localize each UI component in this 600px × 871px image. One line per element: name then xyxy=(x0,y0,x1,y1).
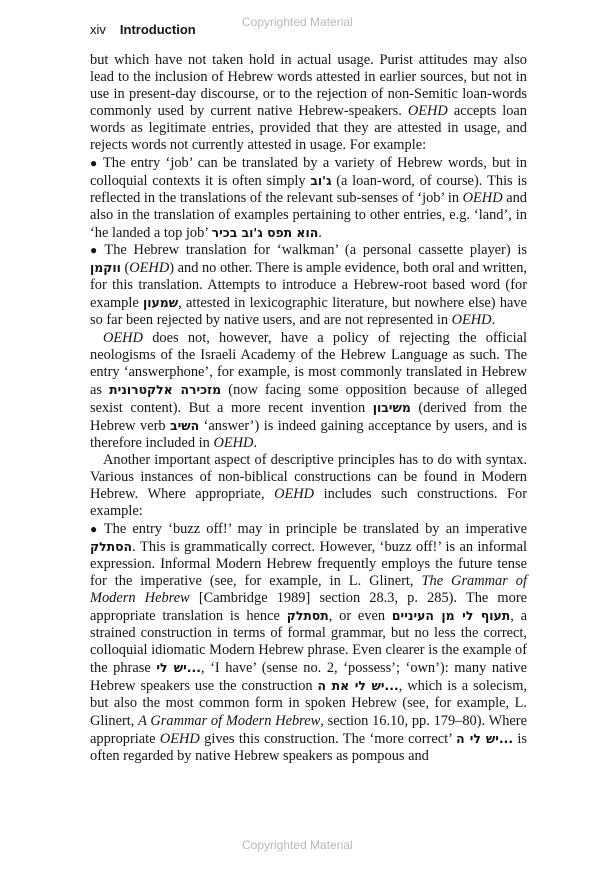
hebrew-term: משיבון xyxy=(372,399,411,415)
dictionary-abbrev: OEHD xyxy=(407,103,448,120)
text-run: ) and no other. There is ample evidence, both oral and written, for this translation. Attempts to introduce a Hebrew-root based word (for example xyxy=(90,260,528,312)
hebrew-term: הסתלק xyxy=(90,538,133,554)
text-run: The entry ‘job’ can be translated by a variety of Hebrew words, but in colloquial contexts it is often simply xyxy=(90,154,527,189)
hebrew-term: שמעון xyxy=(143,295,179,311)
text-run: , attested in lexicographic literature, but nowhere else) have so far been rejected by native users, and are not represented in xyxy=(90,295,527,329)
body-text xyxy=(90,52,527,765)
text-run: does not, however, have a policy of rejecting the official neologisms of the Israeli Academy of the Hebrew Language as such. The entry ‘answerphone’, for example, is most commonly translated in Hebrew as xyxy=(90,329,527,398)
paragraph-3 xyxy=(90,452,527,520)
bullet-icon: ● xyxy=(90,243,101,258)
bullet-icon: ● xyxy=(90,521,100,536)
text-run: ( xyxy=(120,260,130,277)
bullet-buzz-off xyxy=(90,521,527,765)
hebrew-term: תעוף לי מן העיניים xyxy=(391,608,511,623)
text-run: , a strained construction in terms of formal grammar, but no less the correct, colloquial idiomatic Modern Hebrew phrase. Even clearer is the example of the phrase xyxy=(90,608,527,677)
hebrew-term: ווקמן xyxy=(90,260,121,276)
watermark-bottom: Copyrighted Material xyxy=(242,838,353,852)
running-head xyxy=(90,22,196,37)
hebrew-term: תסתלק xyxy=(286,608,329,623)
dictionary-abbrev: OEHD xyxy=(462,189,503,206)
text-run: [Cambridge 1989] section 28.3, p. 285). The more appropriate translation is hence xyxy=(90,589,527,624)
text-run: gives this construction. The ‘more correct’ xyxy=(199,730,457,747)
text-run: . This is grammatically correct. However, ‘buzz off!’ is an informal expression. Informal Modern Hebrew frequently employs the future tense for the imperative (see, for example, in L. Glinert, xyxy=(90,538,527,589)
book-title: The Grammar of Modern Hebrew xyxy=(90,572,527,606)
dictionary-abbrev: OEHD xyxy=(129,260,170,277)
text-run: (derived from the Hebrew verb xyxy=(90,399,527,434)
bullet-walkman xyxy=(90,242,527,329)
hebrew-term: מזכירה אלקטרונית xyxy=(109,381,222,397)
text-run: . xyxy=(491,312,496,329)
text-run: . xyxy=(318,224,322,241)
paragraph-2 xyxy=(90,330,527,453)
text-run: Another important aspect of descriptive principles has to do with syntax. Various instances of non-biblical constructions can be found in Modern Hebrew. Where appropriate, xyxy=(90,452,527,503)
hebrew-term: ג'וב xyxy=(310,172,332,188)
text-run: The entry ‘buzz off!’ may in principle be translated by an imperative xyxy=(103,520,527,537)
text-run: , which is a solecism, but also the most common form in spoken Hebrew (see, for example, L. Glinert, xyxy=(90,678,528,729)
dictionary-abbrev: OEHD xyxy=(159,730,200,747)
text-run: accepts loan words as legitimate entries, provided that they are attested in usage, and rejects words not currently attested in usage. For example: xyxy=(90,103,527,154)
text-run: ‘answer’) is indeed gaining acceptance by users, and is therefore included in xyxy=(90,417,527,452)
dictionary-abbrev: OEHD xyxy=(274,486,315,503)
text-run: but which have not taken hold in actual usage. Purist attitudes may also lead to the inclusion of Hebrew words attested in earlier sources, but not in use in present-day discourse, or to the rejection of non-Semitic loan-words commonly used by current native Hebrew-speakers. xyxy=(90,52,527,120)
text-run: and also in the translation of examples pertaining to other entries, e.g. ‘land’, in ‘he landed a top job’ xyxy=(90,189,527,241)
text-run: , ‘I have’ (sense no. 2, ‘possess’; ‘own’): many native Hebrew speakers use the construction xyxy=(90,660,528,695)
hebrew-term: ...יש לי xyxy=(156,660,201,676)
hebrew-term: הוא תפס ג'וב בכיר xyxy=(211,224,319,240)
paragraph-1 xyxy=(90,52,527,155)
hebrew-term: ...יש לי ה xyxy=(456,730,514,746)
dictionary-abbrev: OEHD xyxy=(103,329,143,346)
hebrew-term: ...יש לי את ה xyxy=(317,678,399,694)
text-run: includes such constructions. For example: xyxy=(90,486,527,520)
text-run: (a loan-word, of course). This is reflected in the translations of the relevant sub-senses of ‘job’ in xyxy=(90,172,528,206)
text-run: . xyxy=(253,435,258,452)
text-run: is often regarded by native Hebrew speakers as pompous and xyxy=(90,730,528,764)
watermark-top: Copyrighted Material xyxy=(242,15,353,29)
section-title: Introduction xyxy=(119,22,196,37)
dictionary-abbrev: OEHD xyxy=(213,435,254,452)
bullet-icon: ● xyxy=(90,155,99,170)
text-run: , section 16.10, pp. 179–80). Where appropriate xyxy=(90,712,527,747)
page-number: xiv xyxy=(90,22,106,37)
bullet-job xyxy=(90,155,527,242)
text-run: , or even xyxy=(328,608,392,624)
text-run: The Hebrew translation for ‘walkman’ (a personal cassette player) is xyxy=(104,242,527,259)
book-title: A Grammar of Modern Hebrew xyxy=(138,712,321,729)
text-run: (now facing some opposition because of alleged sexist content). But a more recent invention xyxy=(90,381,527,416)
hebrew-term: השיב xyxy=(170,417,200,433)
dictionary-abbrev: OEHD xyxy=(451,312,492,329)
